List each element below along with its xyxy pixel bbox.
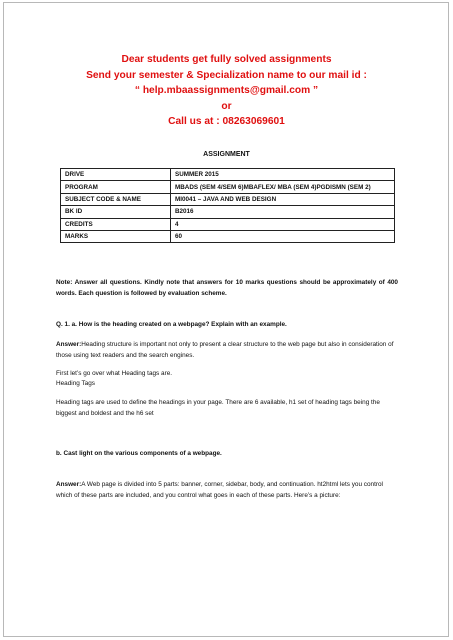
promo-or: or — [221, 100, 232, 112]
info-row — [61, 169, 395, 181]
first-let-text: First let’s go over what Heading tags are. — [56, 370, 173, 377]
info-label: BK ID — [61, 206, 171, 218]
answer-1-label: Answer: — [56, 341, 82, 348]
info-label: DRIVE — [61, 169, 171, 181]
info-value: SUMMER 2015 — [171, 169, 395, 181]
answer-2-paragraph — [56, 480, 398, 501]
info-value: MBADS (SEM 4/SEM 6)MBAFLEX/ MBA (SEM 4)PGDISMN (SEM 2) — [171, 181, 395, 193]
info-label: SUBJECT CODE & NAME — [61, 193, 171, 205]
info-label: MARKS — [61, 230, 171, 242]
promo-header — [0, 52, 453, 130]
info-row — [61, 230, 395, 242]
question-1b: b. Cast light on the various components of a webpage. — [56, 450, 222, 457]
answer-2-label: Answer: — [56, 481, 82, 488]
heading-tags-subtitle: Heading Tags — [56, 380, 95, 387]
info-row — [61, 193, 395, 205]
info-value: B2016 — [171, 206, 395, 218]
info-value: MI0041 – JAVA AND WEB DESIGN — [171, 193, 395, 205]
promo-email: “ help.mbaassignments@gmail.com ” — [134, 85, 319, 97]
promo-line-1: Dear students get fully solved assignments — [121, 54, 332, 65]
info-row — [61, 181, 395, 193]
promo-phone: Call us at : 08263069601 — [168, 116, 285, 128]
info-label: PROGRAM — [61, 181, 171, 193]
promo-line-2: Send your semester & Specialization name to our mail id : — [86, 69, 367, 81]
assignment-info-table — [60, 168, 395, 243]
answer-1-text: Heading structure is important not only to present a clear structure to the web page but also in consideration of those using text readers and the search engines. — [56, 341, 394, 359]
info-value: 4 — [171, 218, 395, 230]
info-value: 60 — [171, 230, 395, 242]
answer-1-paragraph — [56, 340, 398, 361]
question-1a: Q. 1. a. How is the heading created on a webpage? Explain with an example. — [56, 321, 287, 328]
info-row — [61, 218, 395, 230]
info-row — [61, 206, 395, 218]
note-text: Note: Answer all questions. Kindly note that answers for 10 marks questions should be approximately of 400 words. Each question is followed by evaluation scheme. — [56, 279, 398, 297]
heading-tags-paragraph: Heading tags are used to define the headings in your page. There are 6 available, h1 set of heading tags being the biggest and boldest and the h6 set — [56, 399, 380, 417]
answer-2-text: A Web page is divided into 5 parts: banner, corner, sidebar, body, and continuation. ht2html lets you control which of these parts are included, and you control what goes in each of these parts. Here’s a picture: — [56, 481, 383, 499]
info-label: CREDITS — [61, 218, 171, 230]
assignment-heading: ASSIGNMENT — [203, 151, 250, 158]
